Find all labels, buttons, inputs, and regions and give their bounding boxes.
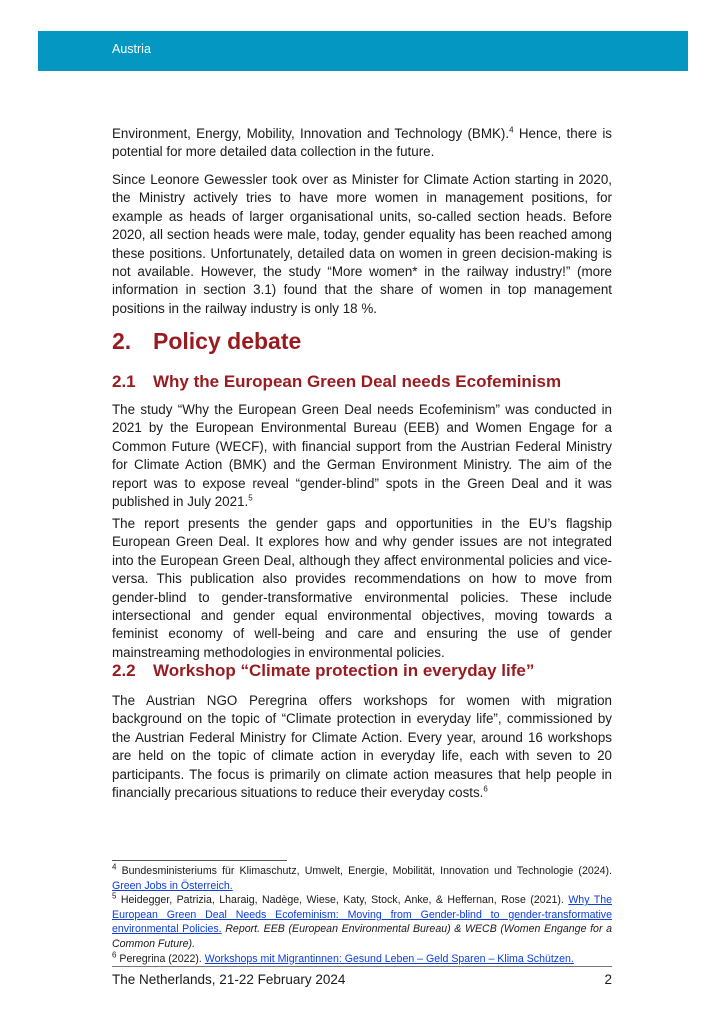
footnote-ref[interactable]: 6: [483, 784, 488, 794]
footnote-link[interactable]: Green Jobs in Österreich.: [112, 879, 233, 892]
footer-divider: [112, 966, 612, 967]
subsection-number: 2.1: [112, 372, 136, 391]
text: Bundesministeriums für Klimaschutz, Umwelt, Energie, Mobilität, Innovation und Technologie (2024).: [116, 865, 612, 877]
footnote: [112, 893, 612, 951]
text: Environment, Energy, Mobility, Innovation and Technology (BMK).: [112, 126, 510, 141]
footnote-number: 5: [112, 891, 117, 901]
text: The report presents the gender gaps and opportunities in the EU’s flagship European Green Deal. It explores how and why gender issues are not integrated into the European Green Deal, although they affect environmental policies and vice-versa. This publication also provides recommendations on how to move from gender-blind to gender-transformative environmental policies. These include intersectional and gender equal environmental objectives, moving towards a feminist economy of well-being and care and ensuring the use of gender mainstreaming methodologies in environmental policies.: [112, 516, 612, 660]
footer-event: The Netherlands, 21-22 February 2024: [112, 972, 346, 987]
text: Since Leonore Gewessler took over as Minister for Climate Action starting in 2020, the Ministry actively tries to have more women in management positions, for example as heads of larger organisational units, so-called section heads. Before 2020, all section heads were male, today, gender equality has been reached among these positions. Unfortunately, detailed data on women in green decision-making is not available. However, the study “More women* in the railway industry!” (more information in section 3.1) found that the share of women in top management positions in the railway industry is only 18 %.: [112, 172, 612, 316]
footnote-ref[interactable]: 4: [509, 125, 514, 135]
text: Heidegger, Patrizia, Lharaig, Nadège, Wiese, Katy, Stock, Anke, & Heffernan, Rose (2021).: [116, 894, 569, 907]
footnote-link[interactable]: Why The European Green Deal Needs Ecofeminism: Moving from Gender-blind to gender-transformative environmental Policies.: [112, 894, 613, 936]
section-number: 2.: [112, 328, 132, 354]
subsection-title: Why the European Green Deal needs Ecofeminism: [153, 372, 562, 391]
paragraph-peregrina: [112, 692, 612, 802]
footnote-link[interactable]: Workshops mit Migrantinnen: Gesund Leben – Geld Sparen – Klima Schützen.: [204, 952, 574, 965]
paragraph-report: [112, 515, 612, 662]
running-header: [38, 31, 688, 71]
footnote-number: 4: [112, 862, 117, 872]
footnote: [112, 864, 612, 893]
paragraph-gewessler: [112, 171, 612, 318]
subsection-number: 2.2: [112, 661, 136, 680]
footnote-divider: [112, 860, 287, 861]
footnote: [112, 952, 612, 967]
footnote-ref[interactable]: 5: [248, 493, 253, 503]
section-title: Policy debate: [153, 328, 302, 354]
text: Report. EEB (European Environmental Bureau) & WECB (Women Engange for a Common Future).: [112, 923, 612, 950]
subsection-heading-2-2: [112, 661, 612, 681]
text: Hence, there is potential for more detailed data collection in the future.: [112, 126, 613, 160]
text: Peregrina (2022).: [116, 952, 205, 965]
page-footer: [112, 972, 612, 987]
section-heading: [112, 328, 612, 355]
header-country: Austria: [112, 42, 151, 56]
paragraph-study: [112, 401, 612, 511]
text: The Austrian NGO Peregrina offers workshops for women with migration background on the topic of “Climate protection in everyday life”, commissioned by the Austrian Federal Ministry for Climate Action. Every year, around 16 workshops are held on the topic of climate action in everyday life, each with seven to 20 participants. The focus is primarily on climate action measures that help people in financially precarious situations to reduce their everyday costs.: [112, 693, 612, 801]
paragraph-bmk: [112, 125, 612, 162]
footnote-number: 6: [112, 950, 117, 960]
footnotes: [112, 864, 612, 966]
subsection-title: Workshop “Climate protection in everyday life”: [153, 661, 535, 680]
page-number: 2: [604, 972, 612, 987]
text: The study “Why the European Green Deal needs Ecofeminism” was conducted in 2021 by the European Environmental Bureau (EEB) and Women Engage for a Common Future (WECF), with financial support from the Austrian Federal Ministry for Climate Action (BMK) and the German Environment Ministry. The aim of the report was to expose reveal “gender-blind” spots in the Green Deal and it was published in July 2021.: [112, 402, 612, 510]
subsection-heading-2-1: [112, 372, 612, 392]
